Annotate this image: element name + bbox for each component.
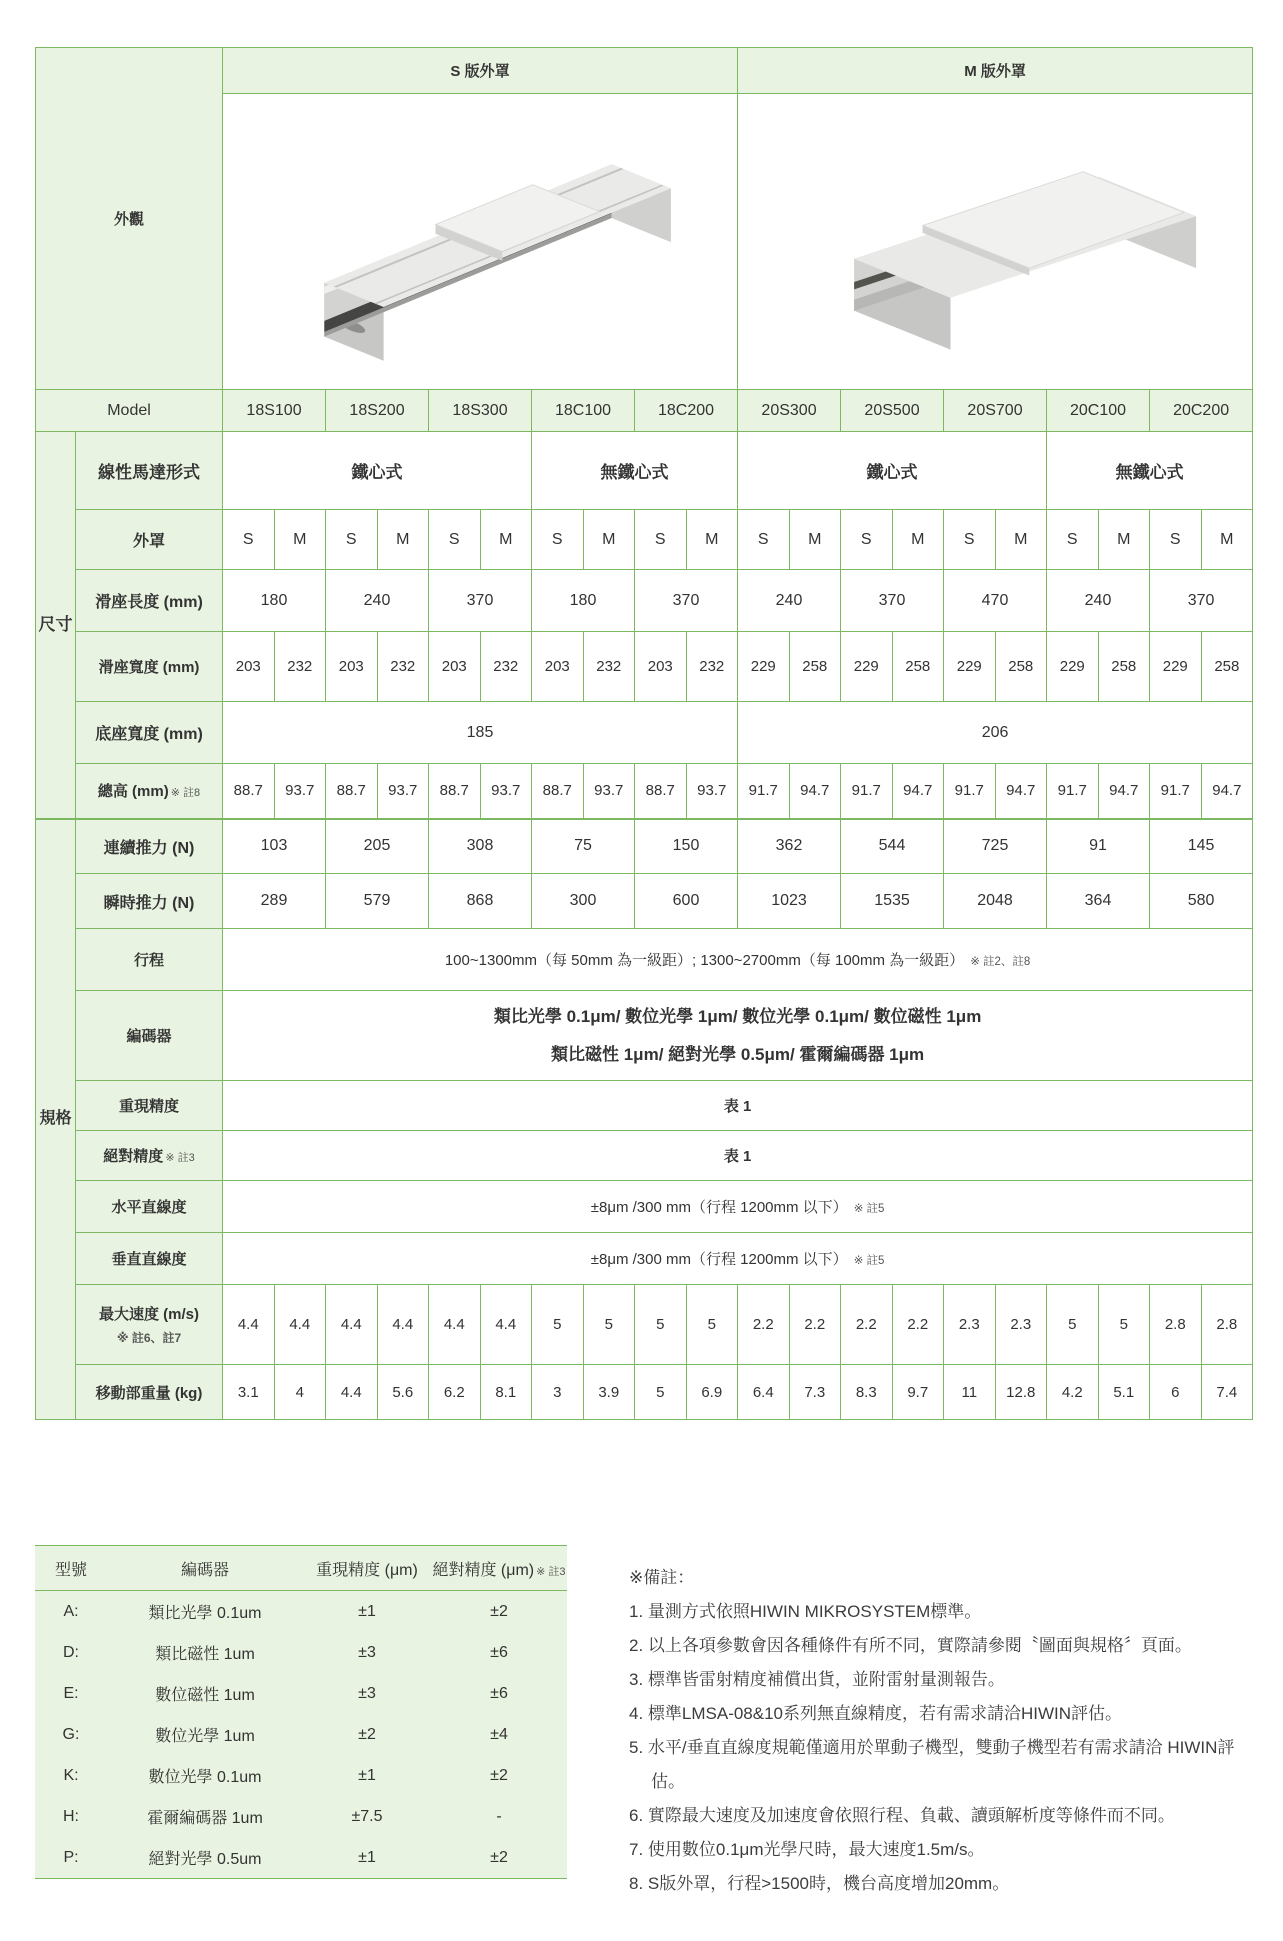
value-cell: M	[1201, 510, 1253, 570]
note-item: 6. 實際最大速度及加速度會依照行程、負載、讀頭解析度等條件而不同。	[629, 1806, 1175, 1825]
encoder-table-cell: 類比磁性 1um	[155, 1646, 255, 1663]
row-label-stroke: 行程	[76, 929, 223, 991]
value-cell: S	[532, 510, 584, 570]
encoder-table-row	[35, 1714, 567, 1755]
encoder-table-cell: ±2	[490, 1766, 508, 1784]
value-cell: 91.7	[738, 764, 790, 819]
value-cell: 2.8	[1150, 1285, 1202, 1365]
value-cell: 91.7	[944, 764, 996, 819]
value-cell: 11	[944, 1365, 996, 1420]
slide-length-row	[36, 570, 1253, 632]
stroke-row	[36, 929, 1253, 991]
value-cell: 180	[223, 570, 326, 632]
value-cell: 145	[1150, 819, 1253, 874]
value-cell: S	[1047, 510, 1099, 570]
value-cell: 150	[635, 819, 738, 874]
encoder-table-row	[35, 1591, 567, 1633]
encoder-table-cell: -	[496, 1807, 502, 1825]
value-cell: 88.7	[635, 764, 687, 819]
notes-title: ※備註：	[629, 1568, 695, 1587]
value-cell: 18C100	[532, 390, 635, 432]
encoder-precision-table	[35, 1545, 567, 1879]
product-image-s	[223, 94, 738, 390]
value-cell: 2.8	[1201, 1285, 1253, 1365]
row-label-horizontal-straightness: 水平直線度	[76, 1181, 223, 1233]
spec-table	[35, 47, 1253, 1420]
value-cell: 5	[583, 1285, 635, 1365]
value-cell: 5	[1047, 1285, 1099, 1365]
encoder-table-cell: ±2	[490, 1848, 508, 1866]
value-cell: 93.7	[686, 764, 738, 819]
encoder-table-cell: ±1	[358, 1602, 376, 1620]
value-cell: S	[1150, 510, 1202, 570]
value-cell: 232	[377, 632, 429, 702]
note-item: 2. 以上各項參數會因各種條件有所不同，實際請參閱〝圖面與規格〞頁面。	[629, 1636, 1192, 1655]
value-cell: 91	[1047, 819, 1150, 874]
value-cell: 232	[583, 632, 635, 702]
encoder-table-cell: 數位光學 1um	[155, 1728, 255, 1745]
value-cell: 203	[223, 632, 275, 702]
value-cell: 94.7	[995, 764, 1047, 819]
value-cell: 2048	[944, 874, 1047, 929]
row-label-max-speed: 最大速度 (m/s) ※ 註6、註7	[76, 1285, 223, 1365]
value-cell: 232	[274, 632, 326, 702]
horizontal-straightness-value: ±8μm /300 mm（行程 1200mm 以下） ※ 註5	[223, 1181, 1253, 1233]
note-item: 3. 標準皆雷射精度補償出貨，並附雷射量測報告。	[629, 1670, 1005, 1689]
encoder-table-header-code: 型號	[35, 1546, 107, 1591]
value-cell: 5	[686, 1285, 738, 1365]
value-cell: 93.7	[480, 764, 532, 819]
value-cell: 75	[532, 819, 635, 874]
value-cell: 868	[429, 874, 532, 929]
value-cell: 2.3	[995, 1285, 1047, 1365]
value-cell: 229	[1047, 632, 1099, 702]
encoder-table-cell: G:	[62, 1725, 80, 1743]
repeatability-value: 表 1	[223, 1081, 1253, 1131]
row-label-base-width: 底座寬度 (mm)	[76, 702, 223, 764]
encoder-table-cell: ±6	[490, 1643, 508, 1661]
section-label-specs: 規格	[36, 819, 76, 1420]
value-cell: 4.4	[429, 1285, 481, 1365]
row-label-continuous-force: 連續推力 (N)	[76, 819, 223, 874]
value-cell: 88.7	[223, 764, 275, 819]
encoder-table-header-encoder: 編碼器	[107, 1546, 303, 1591]
value-cell: 258	[789, 632, 841, 702]
value-cell: 7.3	[789, 1365, 841, 1420]
value-cell: S	[223, 510, 275, 570]
s-cover-header: S 版外罩	[223, 48, 738, 94]
encoder-table-cell: 類比光學 0.1um	[148, 1605, 262, 1622]
horizontal-straightness-row	[36, 1181, 1253, 1233]
value-cell: 88.7	[429, 764, 481, 819]
value-cell: 258	[995, 632, 1047, 702]
value-cell: 94.7	[1201, 764, 1253, 819]
value-cell: 370	[635, 570, 738, 632]
note-item: 8. S版外罩，行程>1500時，機台高度增加20mm。	[629, 1874, 1010, 1893]
value-cell: 鐵心式	[738, 432, 1047, 510]
row-label-absolute-accuracy: 絕對精度 ※ 註3	[76, 1131, 223, 1181]
encoder-table-cell: 數位光學 0.1um	[148, 1769, 262, 1786]
linear-stage-m-illustration	[775, 105, 1215, 383]
note-item: 1. 量測方式依照HIWIN MIKROSYSTEM標準。	[629, 1602, 982, 1621]
value-cell: 289	[223, 874, 326, 929]
row-label-slide-width: 滑座寬度 (mm)	[76, 632, 223, 702]
row-label-vertical-straightness: 垂直直線度	[76, 1233, 223, 1285]
value-cell: 5	[635, 1285, 687, 1365]
value-cell: 544	[841, 819, 944, 874]
encoder-table-cell: 絕對光學 0.5um	[148, 1851, 262, 1868]
row-label-moving-weight: 移動部重量 (kg)	[76, 1365, 223, 1420]
value-cell: 258	[1201, 632, 1253, 702]
value-cell: 229	[1150, 632, 1202, 702]
value-cell: 258	[892, 632, 944, 702]
value-cell: 5.1	[1098, 1365, 1150, 1420]
value-cell: 600	[635, 874, 738, 929]
note-item: 5. 水平/垂直直線度規範僅適用於單動子機型，雙動子機型若有需求請洽 HIWIN評估。	[629, 1738, 1235, 1791]
encoder-table-header-absolute: 絕對精度 (μm) ※ 註3	[431, 1546, 567, 1591]
encoder-table-cell: ±2	[358, 1725, 376, 1743]
value-cell: 205	[326, 819, 429, 874]
value-cell: 鐵心式	[223, 432, 532, 510]
value-cell: S	[841, 510, 893, 570]
value-cell: 4.2	[1047, 1365, 1099, 1420]
value-cell: 5	[532, 1285, 584, 1365]
value-cell: 12.8	[995, 1365, 1047, 1420]
value-cell: 93.7	[377, 764, 429, 819]
value-cell: 180	[532, 570, 635, 632]
encoder-table-cell: 霍爾編碼器 1um	[147, 1810, 263, 1827]
value-cell: 229	[738, 632, 790, 702]
absolute-accuracy-value: 表 1	[223, 1131, 1253, 1181]
value-cell: 7.4	[1201, 1365, 1253, 1420]
encoder-table-cell: P:	[63, 1848, 79, 1866]
value-cell: 93.7	[274, 764, 326, 819]
value-cell: 300	[532, 874, 635, 929]
encoder-table-cell: ±4	[490, 1725, 508, 1743]
cover-row	[36, 510, 1253, 570]
moving-weight-row	[36, 1365, 1253, 1420]
vertical-straightness-row	[36, 1233, 1253, 1285]
absolute-accuracy-note: ※ 註3	[165, 1152, 195, 1164]
value-cell: S	[944, 510, 996, 570]
note-item: 4. 標準LMSA-08&10系列無直線精度，若有需求請洽HIWIN評估。	[629, 1704, 1123, 1723]
encoder-table-cell: ±1	[358, 1766, 376, 1784]
model-row	[36, 390, 1253, 432]
value-cell: 無鐵心式	[532, 432, 738, 510]
horizontal-straightness-note: ※ 註5	[853, 1203, 885, 1215]
encoder-table-row	[35, 1632, 567, 1673]
base-width-row	[36, 702, 1253, 764]
value-cell: 5.6	[377, 1365, 429, 1420]
row-label-total-height: 總高 (mm) ※ 註8	[76, 764, 223, 819]
value-cell: 4.4	[326, 1365, 378, 1420]
value-cell: 8.1	[480, 1365, 532, 1420]
value-cell: 229	[841, 632, 893, 702]
value-cell: 88.7	[532, 764, 584, 819]
value-cell: 362	[738, 819, 841, 874]
value-cell: 4.4	[480, 1285, 532, 1365]
value-cell: 206	[738, 702, 1253, 764]
value-cell: 無鐵心式	[1047, 432, 1253, 510]
row-label-slide-length: 滑座長度 (mm)	[76, 570, 223, 632]
repeatability-row	[36, 1081, 1253, 1131]
value-cell: 240	[1047, 570, 1150, 632]
value-cell: 4	[274, 1365, 326, 1420]
value-cell: 6.2	[429, 1365, 481, 1420]
value-cell: 370	[429, 570, 532, 632]
value-cell: 91.7	[1150, 764, 1202, 819]
value-cell: M	[789, 510, 841, 570]
encoder-table-cell: D:	[63, 1643, 79, 1661]
value-cell: 88.7	[326, 764, 378, 819]
encoder-table-cell: K:	[63, 1766, 79, 1784]
row-label-cover: 外罩	[76, 510, 223, 570]
value-cell: 4.4	[274, 1285, 326, 1365]
value-cell: 240	[738, 570, 841, 632]
value-cell: 18S200	[326, 390, 429, 432]
encoder-table-header-repeatability: 重現精度 (μm)	[303, 1546, 431, 1591]
value-cell: 5	[1098, 1285, 1150, 1365]
value-cell: 91.7	[1047, 764, 1099, 819]
value-cell: M	[892, 510, 944, 570]
value-cell: 2.2	[738, 1285, 790, 1365]
encoder-table-cell: ±2	[490, 1602, 508, 1620]
value-cell: 94.7	[892, 764, 944, 819]
value-cell: 8.3	[841, 1365, 893, 1420]
value-cell: M	[480, 510, 532, 570]
value-cell: 579	[326, 874, 429, 929]
value-cell: 185	[223, 702, 738, 764]
value-cell: 20C100	[1047, 390, 1150, 432]
value-cell: 1535	[841, 874, 944, 929]
section-label-dimensions: 尺寸	[36, 432, 76, 819]
value-cell: 4.4	[223, 1285, 275, 1365]
value-cell: 364	[1047, 874, 1150, 929]
value-cell: S	[635, 510, 687, 570]
cover-header-row	[36, 48, 1253, 94]
m-cover-header: M 版外罩	[738, 48, 1253, 94]
value-cell: 2.2	[892, 1285, 944, 1365]
value-cell: 370	[1150, 570, 1253, 632]
absolute-accuracy-row	[36, 1131, 1253, 1181]
value-cell: M	[377, 510, 429, 570]
product-image-m	[738, 94, 1253, 390]
value-cell: M	[995, 510, 1047, 570]
value-cell: 203	[532, 632, 584, 702]
value-cell: 5	[635, 1365, 687, 1420]
row-label-motor-type: 線性馬達形式	[76, 432, 223, 510]
value-cell: 20S300	[738, 390, 841, 432]
motor-type-row	[36, 432, 1253, 510]
value-cell: M	[583, 510, 635, 570]
value-cell: 20C200	[1150, 390, 1253, 432]
value-cell: M	[1098, 510, 1150, 570]
value-cell: 94.7	[789, 764, 841, 819]
value-cell: 203	[326, 632, 378, 702]
value-cell: 18S100	[223, 390, 326, 432]
encoder-line-1: 類比光學 0.1μm/ 數位光學 1μm/ 數位光學 0.1μm/ 數位磁性 1μm	[493, 1007, 982, 1027]
value-cell: 18S300	[429, 390, 532, 432]
value-cell: 6.4	[738, 1365, 790, 1420]
row-label-peak-force: 瞬時推力 (N)	[76, 874, 223, 929]
encoder-table-cell: ±1	[358, 1848, 376, 1866]
encoder-table-cell: A:	[63, 1602, 79, 1620]
value-cell: 370	[841, 570, 944, 632]
encoder-table-row	[35, 1673, 567, 1714]
notes-list	[629, 1595, 1252, 1901]
value-cell: 725	[944, 819, 1047, 874]
value-cell: 3.9	[583, 1365, 635, 1420]
value-cell: 4.4	[377, 1285, 429, 1365]
row-label-repeatability: 重現精度	[76, 1081, 223, 1131]
value-cell: 470	[944, 570, 1047, 632]
encoder-table-cell: ±6	[490, 1684, 508, 1702]
value-cell: 91.7	[841, 764, 893, 819]
value-cell: 20S500	[841, 390, 944, 432]
value-cell: 232	[480, 632, 532, 702]
value-cell: 20S700	[944, 390, 1047, 432]
encoder-table-cell: H:	[63, 1807, 79, 1825]
value-cell: 18C200	[635, 390, 738, 432]
value-cell: 232	[686, 632, 738, 702]
encoder-table-header-note: ※ 註3	[536, 1565, 566, 1578]
value-cell: M	[274, 510, 326, 570]
value-cell: 6	[1150, 1365, 1202, 1420]
value-cell: 229	[944, 632, 996, 702]
notes-block	[629, 1545, 1252, 1901]
value-cell: 103	[223, 819, 326, 874]
stroke-note: ※ 註2、註8	[970, 956, 1031, 968]
slide-width-row	[36, 632, 1253, 702]
value-cell: 2.2	[841, 1285, 893, 1365]
value-cell: 240	[326, 570, 429, 632]
encoder-table-cell: ±3	[358, 1643, 376, 1661]
value-cell: 203	[635, 632, 687, 702]
max-speed-note: ※ 註6、註7	[116, 1331, 182, 1345]
vertical-straightness-value: ±8μm /300 mm（行程 1200mm 以下） ※ 註5	[223, 1233, 1253, 1285]
total-height-row	[36, 764, 1253, 819]
note-item: 7. 使用數位0.1μm光學尺時，最大速度1.5m/s。	[629, 1840, 985, 1859]
vertical-straightness-note: ※ 註5	[853, 1255, 885, 1267]
peak-force-row	[36, 874, 1253, 929]
encoder-table-row	[35, 1755, 567, 1796]
total-height-note: ※ 註8	[170, 787, 201, 800]
value-cell: S	[326, 510, 378, 570]
value-cell: 9.7	[892, 1365, 944, 1420]
value-cell: 203	[429, 632, 481, 702]
value-cell: 580	[1150, 874, 1253, 929]
continuous-force-row	[36, 819, 1253, 874]
value-cell: 4.4	[326, 1285, 378, 1365]
bottom-section	[35, 1545, 1252, 1901]
value-cell: S	[738, 510, 790, 570]
value-cell: 2.2	[789, 1285, 841, 1365]
encoder-table-cell: 數位磁性 1um	[155, 1687, 255, 1704]
max-speed-row	[36, 1285, 1253, 1365]
encoder-table-header-row	[35, 1546, 567, 1591]
encoder-row	[36, 991, 1253, 1081]
value-cell: 3.1	[223, 1365, 275, 1420]
value-cell: 6.9	[686, 1365, 738, 1420]
value-cell: 94.7	[1098, 764, 1150, 819]
encoder-value	[223, 991, 1253, 1081]
encoder-line-2: 類比磁性 1μm/ 絕對光學 0.5μm/ 霍爾編碼器 1μm	[551, 1044, 925, 1064]
value-cell: 1023	[738, 874, 841, 929]
model-label: Model	[36, 390, 223, 432]
encoder-table-cell: E:	[63, 1684, 79, 1702]
value-cell: 258	[1098, 632, 1150, 702]
encoder-table-cell: ±7.5	[351, 1807, 383, 1825]
encoder-table-body	[35, 1591, 567, 1879]
value-cell: 2.3	[944, 1285, 996, 1365]
stroke-value: 100~1300mm（每 50mm 為一級距）; 1300~2700mm（每 100mm 為一級距） ※ 註2、註8	[223, 929, 1253, 991]
value-cell: 3	[532, 1365, 584, 1420]
linear-stage-s-illustration	[254, 105, 706, 383]
encoder-table-row	[35, 1837, 567, 1879]
value-cell: S	[429, 510, 481, 570]
value-cell: 308	[429, 819, 532, 874]
encoder-table-cell: ±3	[358, 1684, 376, 1702]
value-cell: 93.7	[583, 764, 635, 819]
row-label-encoder: 編碼器	[76, 991, 223, 1081]
value-cell: M	[686, 510, 738, 570]
encoder-table-row	[35, 1796, 567, 1837]
appearance-label: 外觀	[36, 48, 223, 390]
